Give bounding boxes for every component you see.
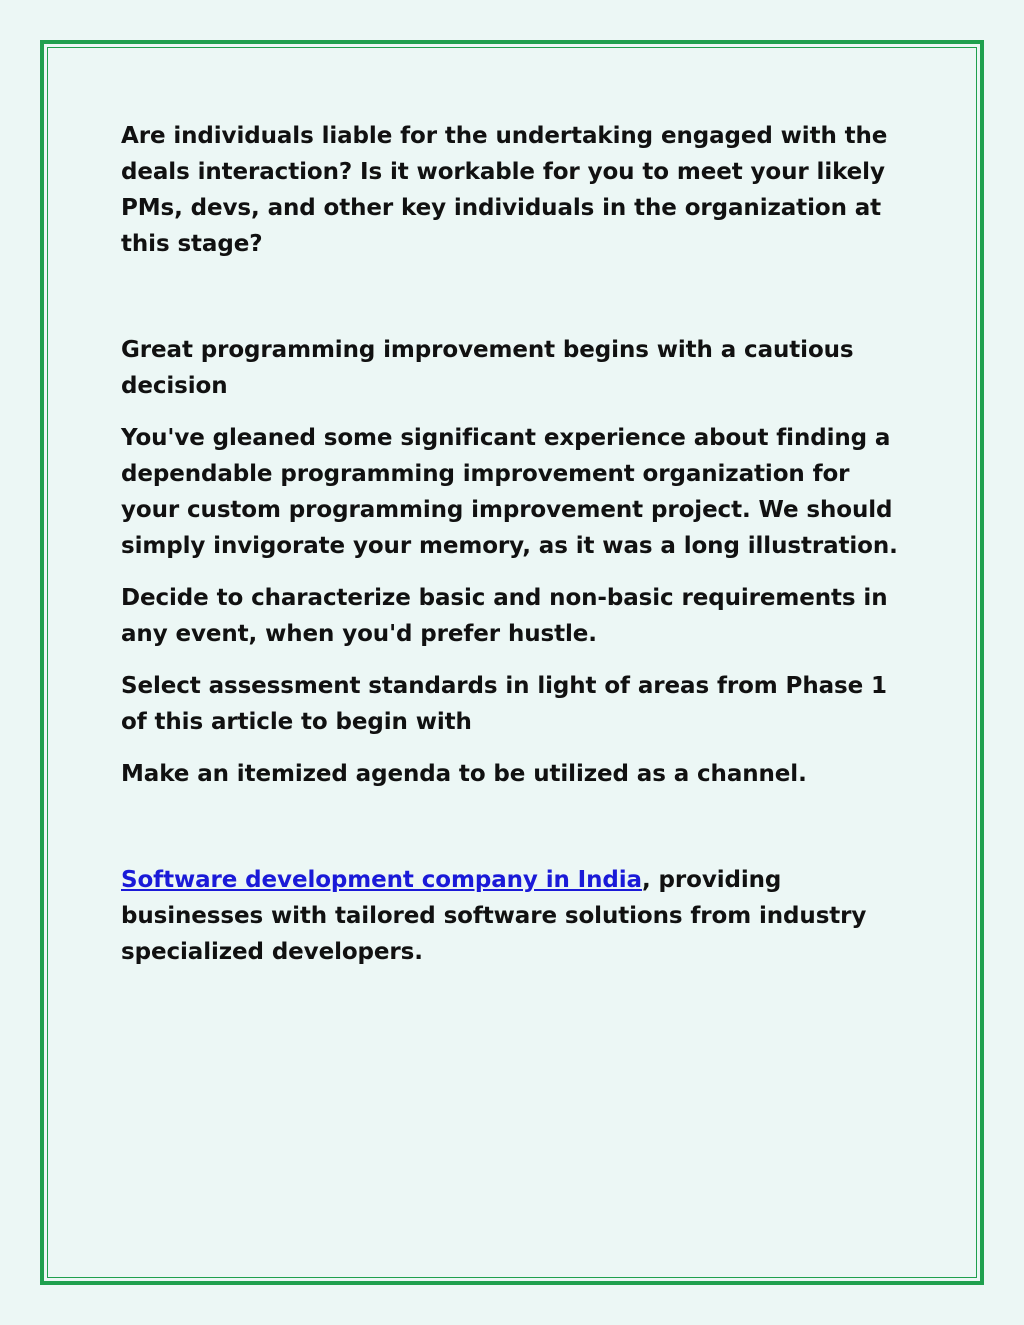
spacer <box>121 652 911 668</box>
step-paragraph-1: Decide to characterize basic and non-basic requirements in any event, when you'd prefer hustle. <box>121 585 888 647</box>
document-body <box>121 118 911 970</box>
company-link[interactable]: Software development company in India <box>121 867 642 893</box>
step-paragraph-3: Make an itemized agenda to be utilized as a channel. <box>121 761 807 787</box>
step-paragraph-2: Select assessment standards in light of areas from Phase 1 of this article to begin with <box>121 673 887 735</box>
intro-paragraph: Are individuals liable for the undertaking engaged with the deals interaction? Is it workable for you to meet your likely PMs, devs, and other key individuals in the organization at this stage? <box>121 123 888 257</box>
spacer <box>121 262 911 332</box>
recap-paragraph: You've gleaned some significant experience about finding a dependable programming improvement organization for your custom programming improvement project. We should simply invigorate your memory, as it was a long illustration. <box>121 425 898 559</box>
spacer <box>121 740 911 756</box>
spacer <box>121 564 911 580</box>
spacer <box>121 404 911 420</box>
spacer <box>121 792 911 862</box>
footer-paragraph <box>121 862 911 970</box>
footer-text: , providing businesses with tailored software solutions from industry specialized developers. <box>121 867 867 965</box>
section-heading: Great programming improvement begins with a cautious decision <box>121 337 854 399</box>
